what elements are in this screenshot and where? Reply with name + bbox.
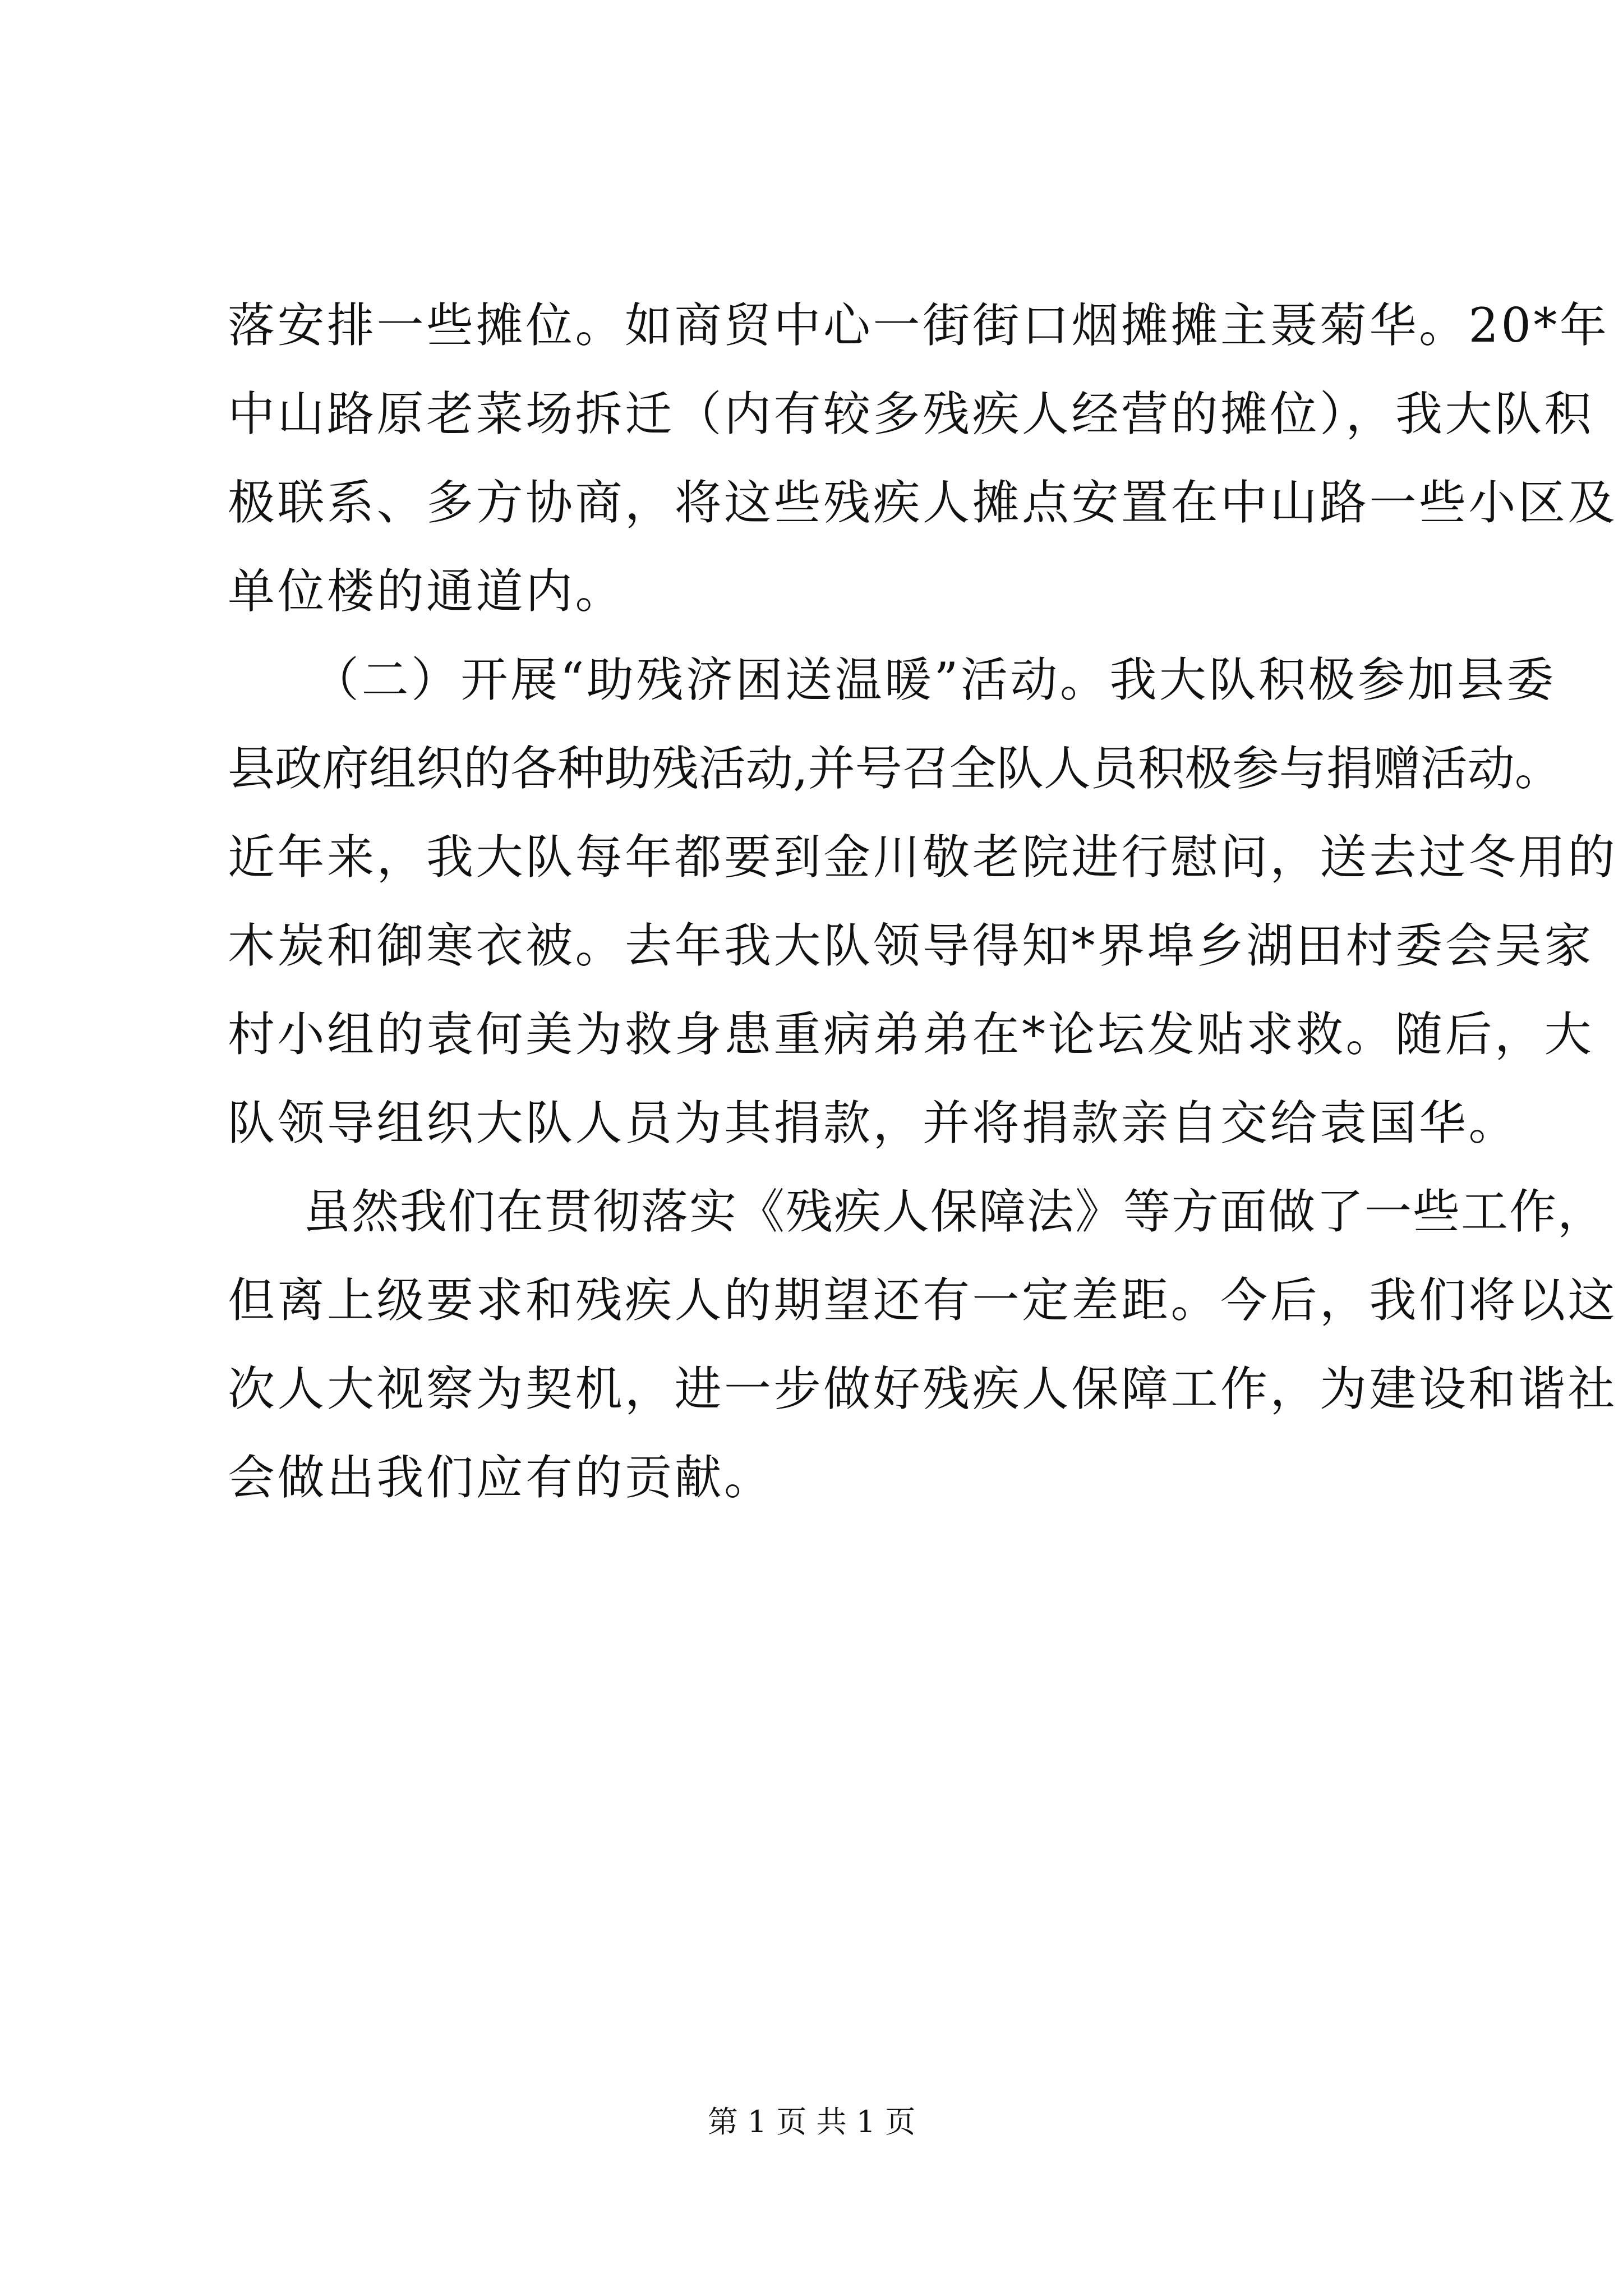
paragraph-2-line-6: 队领导组织大队人员为其捐款，并将捐款亲自交给袁国华。 (228, 1096, 1519, 1151)
paragraph-2-line-4: 木炭和御寒衣被。去年我大队领导得知*界埠乡湖田村委会吴家 (228, 918, 1594, 973)
paragraph-3-line-1: 虽然我们在贯彻落实《残疾人保障法》等方面做了一些工作， (303, 1184, 1606, 1239)
paragraph-1-line-4: 单位楼的通道内。 (228, 564, 625, 619)
paragraph-1-line-2: 中山路原老菜场拆迁（内有较多残疾人经营的摊位），我大队积 (228, 386, 1594, 441)
paragraph-2-line-2: 县政府组织的各种助残活动,并号召全队人员积极参与捐赠活动。 (228, 741, 1562, 796)
paragraph-2-line-5: 村小组的袁何美为救身患重病弟弟在*论坛发贴求救。随后，大 (228, 1007, 1594, 1062)
paragraph-1-line-3: 极联系、多方协商，将这些残疾人摊点安置在中山路一些小区及 (228, 475, 1618, 530)
paragraph-1-line-1: 落安排一些摊位。如商贸中心一街街口烟摊摊主聂菊华。20*年 (228, 298, 1610, 353)
paragraph-3-line-2: 但离上级要求和残疾人的期望还有一定差距。今后，我们将以这 (228, 1273, 1618, 1328)
page-footer: 第 1 页 共 1 页 (707, 2104, 916, 2139)
paragraph-3-line-3: 次人大视察为契机，进一步做好残疾人保障工作，为建设和谐社 (228, 1361, 1618, 1416)
paragraph-2-line-3: 近年来，我大队每年都要到金川敬老院进行慰问，送去过冬用的 (228, 830, 1618, 885)
paragraph-3-line-4: 会做出我们应有的贡献。 (228, 1450, 774, 1505)
paragraph-2-line-1: （二）开展“助残济困送温暖”活动。我大队积极参加县委 (312, 652, 1556, 707)
